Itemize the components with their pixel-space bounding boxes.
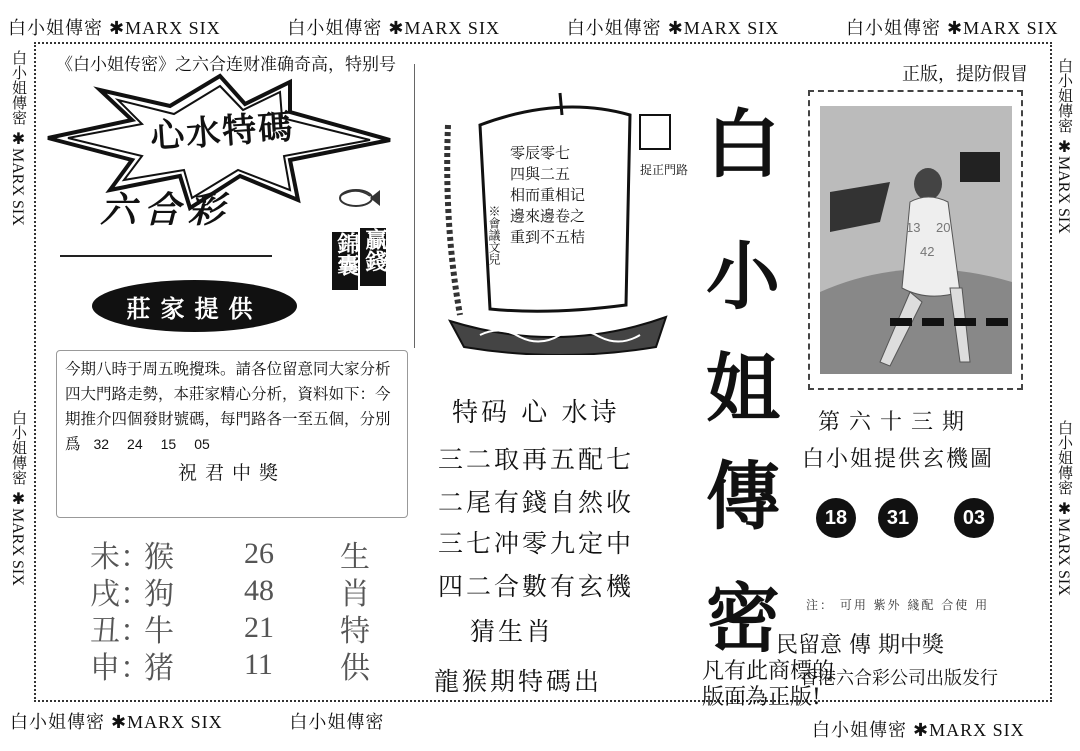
column-divider <box>414 64 415 348</box>
table-row <box>90 572 380 612</box>
top-strip <box>8 14 1080 40</box>
zodiac-number: 26 <box>244 536 274 570</box>
flag-label: 捉正門路 <box>640 163 689 177</box>
info-box <box>56 350 408 518</box>
info-numbers <box>93 435 227 453</box>
strip-brand: 白小姐傳密 <box>812 720 907 741</box>
title-underline <box>60 255 272 257</box>
strip-brand: 白小姐傳密 <box>10 410 28 485</box>
star-title: 心水特碼 <box>149 107 296 157</box>
strip-brand: 白小姐傳密 <box>289 712 385 733</box>
number-ball: 18 <box>816 498 856 538</box>
strip-marx: ✱MARX SIX <box>667 18 780 38</box>
right-strip <box>1052 58 1074 238</box>
info-number: 32 <box>93 436 110 452</box>
photo-number: 42 <box>920 244 935 259</box>
big-title-char: 傳 <box>706 454 780 540</box>
zodiac-number: 48 <box>244 573 274 607</box>
strip-marx: ✱MARX SIX <box>9 129 26 226</box>
banker-banner: 莊家提供 <box>92 280 297 332</box>
strip-brand: 白小姐傳密 <box>10 50 28 125</box>
poem-line: 猜生肖 <box>470 617 555 646</box>
big-title-char: 白 <box>706 102 780 188</box>
zodiac-animal: 猪 <box>144 650 174 686</box>
left-strip <box>6 50 28 230</box>
big-title-char: 密 <box>706 576 780 662</box>
right-strip-2 <box>1052 420 1074 600</box>
poem-title: 特码 心 水诗 <box>452 398 620 428</box>
genuine-notice: 正版，提防假冒 <box>902 64 1028 85</box>
lotto-title: 六合彩 <box>100 189 233 231</box>
zodiac-number: 21 <box>244 610 274 644</box>
zodiac-tag: 生 <box>340 539 370 575</box>
zodiac-tag: 肖 <box>340 576 370 612</box>
tagline: 《白小姐传密》之六合连财准确奇高，特别号 <box>56 55 396 75</box>
seal-right: 贏錢 <box>360 228 386 286</box>
zodiac-animal: 牛 <box>144 613 174 649</box>
strip-marx: ✱MARX SIX <box>109 18 221 38</box>
strip-brand: 白小姐傳密 <box>1056 420 1074 495</box>
model-photo <box>808 90 1023 390</box>
wish-text: 祝君中獎 <box>177 462 286 484</box>
zodiac-number: 11 <box>244 647 273 681</box>
bottom-strip-left <box>10 708 390 734</box>
table-row <box>90 646 380 686</box>
ship-side-text: ※會議文兒 <box>487 205 501 265</box>
poem-line: 二尾有錢自然收 <box>438 488 635 517</box>
strip-marx: ✱MARX SIX <box>913 720 1025 740</box>
info-number: 15 <box>160 436 177 452</box>
strip-marx: ✱MARX SIX <box>947 18 1059 38</box>
period-label: 第六十三期 <box>818 410 974 435</box>
info-text: 今期八時于周五晚攪珠。請各位留意同大家分析四大門路走勢，本莊家精心分析，資料如下：今期推介四個發財號碼，每門路各一至五個，分別爲 <box>65 360 391 453</box>
bottom-line-c: 香港六合彩公司出版发行 <box>800 668 998 689</box>
zodiac-branch: 申： <box>90 650 150 686</box>
bottom-strip-right <box>812 716 1025 742</box>
strip-marx: ✱MARX SIX <box>388 18 500 38</box>
table-row <box>90 535 380 575</box>
table-row <box>90 609 380 649</box>
strip-brand: 白小姐傳密 <box>1056 58 1074 133</box>
poem-line: 三七冲零九定中 <box>438 529 635 558</box>
number-ball: 03 <box>954 498 994 538</box>
photo-number: 20 <box>936 220 951 235</box>
sail-line: 重到不五桔 <box>510 228 586 246</box>
bottom-line-d: 版面為正版! <box>702 685 821 710</box>
zodiac-branch: 丑： <box>90 613 150 649</box>
poem-line: 三二取再五配七 <box>438 445 635 474</box>
big-title-char: 小 <box>706 234 780 320</box>
ship-illustration <box>440 85 689 355</box>
fish-icon <box>336 182 380 214</box>
zodiac-animal: 猴 <box>144 539 174 575</box>
sail-line: 邊來邊卷之 <box>510 207 586 225</box>
strip-brand: 白小姐傳密 <box>8 18 103 39</box>
photo-number: 13 <box>906 220 921 235</box>
left-strip-2 <box>6 410 28 590</box>
zodiac-animal: 狗 <box>144 576 174 612</box>
uv-note: 注： 可用 紫外 綫配 合使 用 <box>806 598 990 612</box>
number-ball: 31 <box>878 498 918 538</box>
poem-line: 四二合數有玄機 <box>438 572 635 601</box>
bottom-line-b: 凡有此商標的 <box>702 659 835 684</box>
strip-brand: 白小姐傳密 <box>846 18 942 39</box>
strip-marx: ✱MARX SIX <box>111 712 223 732</box>
bottom-line-a: 民留意 傳 期中獎 <box>776 633 944 658</box>
info-number: 05 <box>194 436 210 452</box>
zodiac-branch: 未： <box>90 539 150 575</box>
map-caption: 白小姐提供玄機圖 <box>802 447 995 472</box>
zodiac-tag: 特 <box>340 613 370 649</box>
zodiac-tag: 供 <box>340 650 370 686</box>
strip-brand: 白小姐傳密 <box>566 18 662 39</box>
seal-left: 錦囊 <box>332 232 358 290</box>
sail-line: 四與二五 <box>510 165 571 183</box>
poem-line: 龍猴期特碼出 <box>434 667 603 696</box>
photo-image <box>810 92 1021 388</box>
info-number: 24 <box>127 436 143 452</box>
sail-line: 零辰零七 <box>510 144 571 162</box>
zodiac-branch: 戌： <box>90 576 150 612</box>
strip-marx: ✱MARX SIX <box>1055 137 1072 234</box>
big-title-char: 姐 <box>706 346 780 432</box>
sail-text <box>510 143 585 248</box>
strip-brand: 白小姐傳密 <box>287 18 383 39</box>
sail-line: 相而重相记 <box>510 186 586 204</box>
strip-brand: 白小姐傳密 <box>10 712 105 733</box>
zodiac-table <box>90 535 380 686</box>
strip-marx: ✱MARX SIX <box>9 489 26 586</box>
strip-marx: ✱MARX SIX <box>1055 499 1072 596</box>
